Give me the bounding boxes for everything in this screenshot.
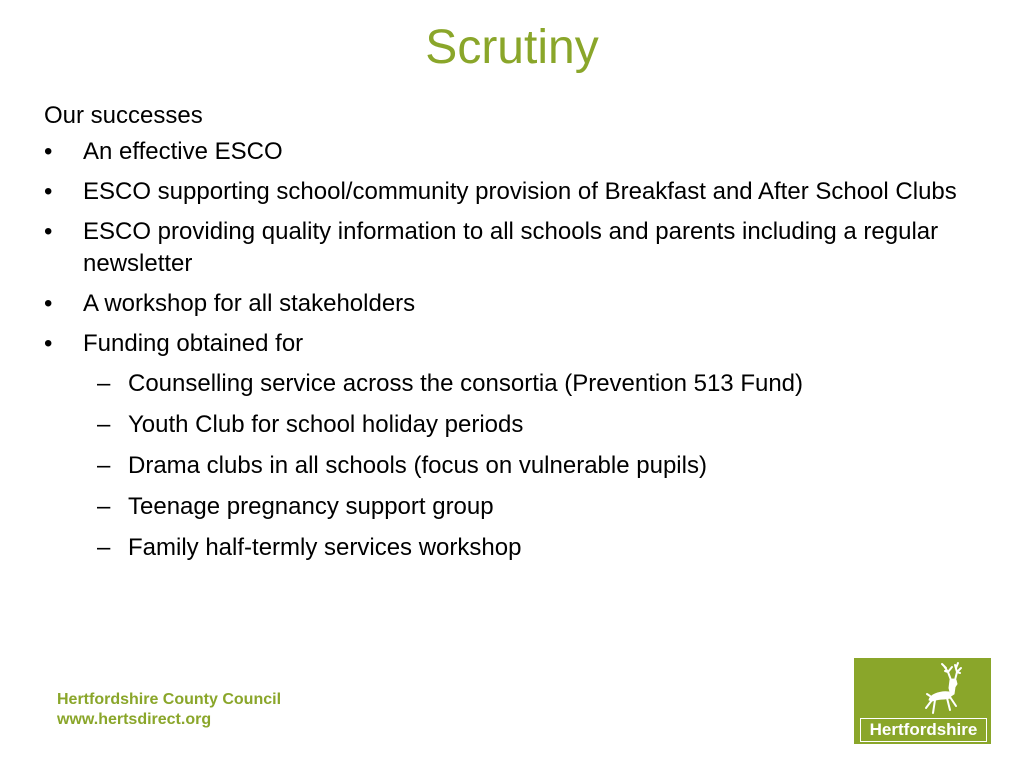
sub-bullet-item (44, 409, 994, 441)
deer-icon (854, 658, 991, 718)
bullet-text: An effective ESCO (83, 138, 283, 165)
footer-url[interactable]: www.hertsdirect.org (57, 711, 212, 728)
bullet-item (44, 136, 994, 168)
sub-bullet-item (44, 491, 994, 523)
slide-title: Scrutiny (425, 21, 599, 74)
bullet-mark: • (44, 330, 53, 357)
bullet-text: ESCO supporting school/community provision of Breakfast and After School Clubs (83, 178, 957, 205)
sub-bullet-text: Drama clubs in all schools (focus on vulnerable pupils) (128, 452, 707, 479)
footer-org: Hertfordshire County Council (57, 691, 282, 708)
sub-bullet-text: Youth Club for school holiday periods (128, 411, 524, 438)
bullet-item (44, 176, 994, 208)
bullet-item (44, 216, 994, 280)
sub-bullet-text: Teenage pregnancy support group (128, 493, 494, 520)
bullet-text: ESCO providing quality information to all schools and parents including a regular newsletter (83, 218, 939, 277)
sub-bullet-item (44, 532, 994, 564)
bullet-item (44, 328, 994, 360)
sub-bullet-item (44, 368, 994, 400)
bullet-item (44, 288, 994, 320)
hertfordshire-logo (854, 658, 991, 744)
bullet-mark: • (44, 178, 53, 205)
bullet-text: A workshop for all stakeholders (83, 290, 416, 317)
logo-text: Hertfordshire (860, 718, 987, 742)
bullet-mark: • (44, 290, 53, 317)
sub-bullet-mark: – (97, 452, 111, 479)
sub-bullet-text: Counselling service across the consortia (Prevention 513 Fund) (128, 370, 804, 397)
sub-bullet-text: Family half-termly services workshop (128, 534, 522, 561)
footer (57, 690, 281, 730)
sub-bullet-mark: – (97, 370, 111, 397)
bullet-text: Funding obtained for (83, 330, 304, 357)
slide-body (44, 100, 994, 573)
sub-bullet-item (44, 450, 994, 482)
sub-bullet-mark: – (97, 534, 111, 561)
sub-bullet-mark: – (97, 493, 111, 520)
bullet-mark: • (44, 218, 53, 245)
section-heading: Our successes (44, 102, 203, 129)
bullet-mark: • (44, 138, 53, 165)
sub-bullet-mark: – (97, 411, 111, 438)
